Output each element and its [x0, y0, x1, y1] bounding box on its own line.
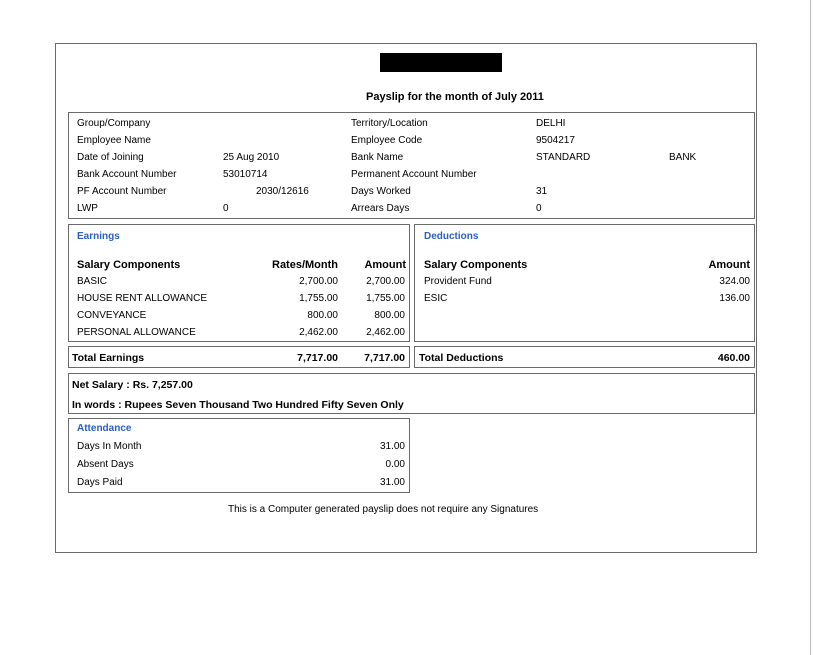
- attendance-row-value: 0.00: [385, 459, 405, 470]
- lwp-label: LWP: [77, 203, 98, 214]
- earnings-row-rate: 1,755.00: [299, 293, 338, 304]
- deductions-row-amount: 324.00: [719, 276, 750, 287]
- attendance-row-label: Days In Month: [77, 441, 142, 452]
- deductions-heading: Deductions: [424, 231, 479, 242]
- bank-account-label: Bank Account Number: [77, 169, 177, 180]
- pan-label: Permanent Account Number: [351, 169, 477, 180]
- days-worked-label: Days Worked: [351, 186, 411, 197]
- deductions-row-name: Provident Fund: [424, 276, 492, 287]
- earnings-heading: Earnings: [77, 231, 120, 242]
- redacted-company-name: [380, 53, 502, 72]
- pf-account-label: PF Account Number: [77, 186, 167, 197]
- deductions-row-amount: 136.00: [719, 293, 750, 304]
- earnings-row-amount: 1,755.00: [366, 293, 405, 304]
- earnings-col-rate: Rates/Month: [272, 259, 338, 271]
- bank-account-value: 53010714: [223, 169, 268, 180]
- page-edge-rule: [810, 0, 811, 655]
- territory-label: Territory/Location: [351, 118, 428, 129]
- bank-name-value: STANDARD: [536, 152, 591, 163]
- deductions-col-amount: Amount: [708, 259, 750, 271]
- total-deductions-amount: 460.00: [717, 352, 750, 364]
- employee-name-label: Employee Name: [77, 135, 151, 146]
- pf-account-value: 2030/12616: [256, 186, 309, 197]
- bank-name-value-2: BANK: [669, 152, 697, 163]
- arrears-label: Arrears Days: [351, 203, 410, 214]
- lwp-value: 0: [223, 203, 229, 214]
- total-deductions-label: Total Deductions: [419, 352, 504, 364]
- attendance-row-value: 31.00: [379, 477, 405, 488]
- employee-code-value: 9504217: [536, 135, 575, 146]
- earnings-row-name: HOUSE RENT ALLOWANCE: [77, 293, 208, 304]
- earnings-row-name: PERSONAL ALLOWANCE: [77, 327, 196, 338]
- total-earnings-rate: 7,717.00: [297, 352, 338, 364]
- earnings-col-component: Salary Components: [77, 259, 181, 271]
- bank-name-label: Bank Name: [351, 152, 404, 163]
- attendance-row-label: Absent Days: [77, 459, 134, 470]
- signature-disclaimer: This is a Computer generated payslip does not require any Signatures: [228, 504, 539, 515]
- days-worked-value: 31: [536, 186, 548, 197]
- deductions-row-name: ESIC: [424, 293, 448, 304]
- payslip-title: Payslip for the month of July 2011: [366, 91, 544, 103]
- total-earnings-amount: 7,717.00: [364, 352, 405, 364]
- earnings-row-rate: 2,462.00: [299, 327, 338, 338]
- territory-value: DELHI: [536, 118, 566, 129]
- group-company-label: Group/Company: [77, 118, 151, 129]
- total-earnings-label: Total Earnings: [72, 352, 145, 364]
- date-of-joining-label: Date of Joining: [77, 152, 144, 163]
- attendance-row-label: Days Paid: [77, 477, 123, 488]
- attendance-heading: Attendance: [77, 423, 132, 434]
- net-salary-in-words: In words : Rupees Seven Thousand Two Hundred Fifty Seven Only: [72, 399, 404, 411]
- employee-code-label: Employee Code: [351, 135, 423, 146]
- earnings-row-name: CONVEYANCE: [77, 310, 147, 321]
- arrears-value: 0: [536, 203, 542, 214]
- earnings-row-rate: 800.00: [307, 310, 338, 321]
- earnings-row-amount: 800.00: [374, 310, 405, 321]
- date-of-joining-value: 25 Aug 2010: [223, 152, 280, 163]
- net-salary-text: Net Salary : Rs. 7,257.00: [72, 379, 193, 391]
- attendance-row-value: 31.00: [379, 441, 405, 452]
- earnings-row-rate: 2,700.00: [299, 276, 338, 287]
- earnings-row-amount: 2,700.00: [366, 276, 405, 287]
- earnings-row-name: BASIC: [77, 276, 108, 287]
- deductions-col-component: Salary Components: [424, 259, 528, 271]
- earnings-col-amount: Amount: [364, 259, 406, 271]
- earnings-row-amount: 2,462.00: [366, 327, 405, 338]
